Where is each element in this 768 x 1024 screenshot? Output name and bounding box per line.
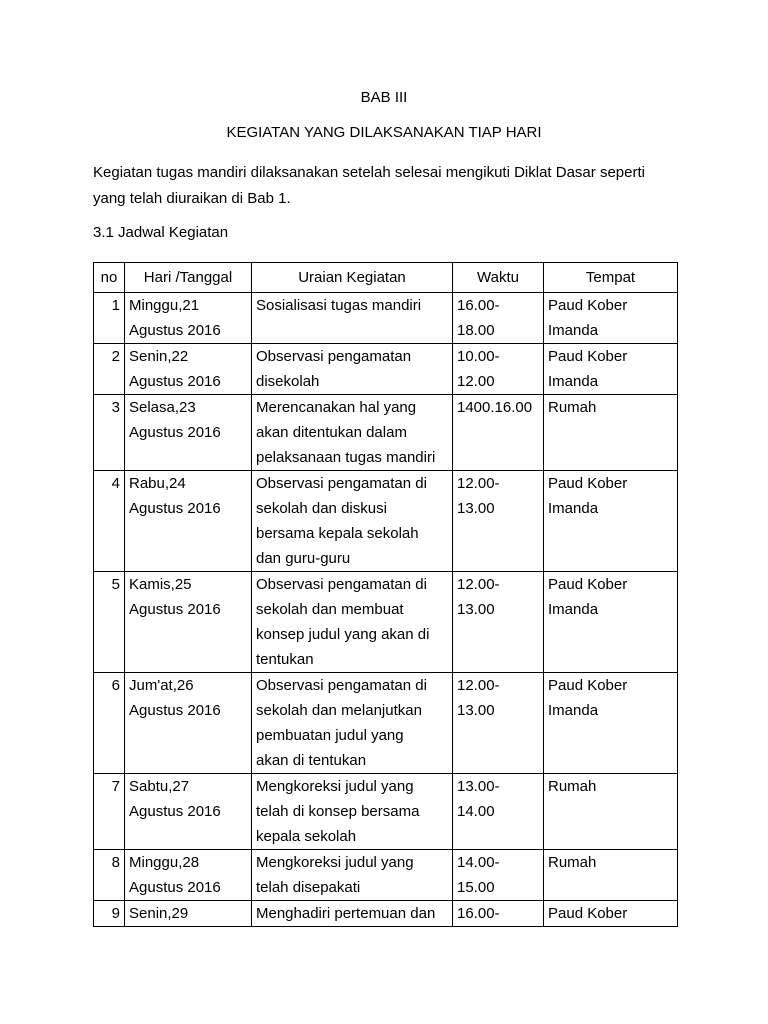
cell-date (125, 774, 252, 850)
cell-desc (252, 901, 453, 927)
cell-time (453, 850, 544, 901)
cell-line: sekolah dan diskusi (256, 500, 387, 517)
table-row (94, 293, 678, 344)
intro-line: yang telah diuraikan di Bab 1. (93, 190, 291, 207)
cell-line: 13.00 (457, 601, 495, 618)
cell-line: 13.00- (457, 778, 500, 795)
cell-line: 12.00- (457, 677, 500, 694)
table-row (94, 471, 678, 572)
cell-line: disekolah (256, 373, 320, 390)
cell-date (125, 572, 252, 673)
cell-no: 1 (94, 293, 125, 344)
table-row (94, 572, 678, 673)
cell-time (453, 395, 544, 471)
cell-line: Imanda (548, 601, 599, 618)
cell-desc (252, 774, 453, 850)
cell-place (544, 774, 678, 850)
cell-place (544, 572, 678, 673)
cell-line: Senin,29 (129, 905, 189, 922)
cell-line: Sabtu,27 (129, 778, 190, 795)
cell-line: Observasi pengamatan di (256, 677, 427, 694)
cell-line: Imanda (548, 322, 599, 339)
cell-time (453, 572, 544, 673)
cell-date (125, 673, 252, 774)
cell-line: Observasi pengamatan di (256, 576, 427, 593)
cell-line: Observasi pengamatan (256, 348, 412, 365)
cell-line: Agustus 2016 (129, 702, 221, 719)
cell-line: Agustus 2016 (129, 322, 221, 339)
header-place: Tempat (544, 263, 678, 293)
section-heading: 3.1 Jadwal Kegiatan (93, 224, 229, 241)
table-row (94, 395, 678, 471)
cell-line: telah disepakati (256, 879, 361, 896)
cell-line: Jum'at,26 (129, 677, 194, 694)
chapter-title: KEGIATAN YANG DILAKSANAKAN TIAP HARI (226, 124, 542, 141)
schedule-table (93, 262, 678, 927)
cell-no: 2 (94, 344, 125, 395)
cell-no: 7 (94, 774, 125, 850)
cell-line: dan guru-guru (256, 550, 351, 567)
cell-line: 12.00 (457, 373, 495, 390)
cell-line: Paud Kober (548, 677, 628, 694)
cell-line: Agustus 2016 (129, 803, 221, 820)
cell-line: Rumah (548, 778, 597, 795)
cell-place (544, 344, 678, 395)
cell-no: 8 (94, 850, 125, 901)
cell-time (453, 344, 544, 395)
cell-line: 14.00- (457, 854, 500, 871)
cell-desc (252, 572, 453, 673)
cell-line: konsep judul yang akan di (256, 626, 430, 643)
cell-no: 3 (94, 395, 125, 471)
cell-line: Minggu,21 (129, 297, 200, 314)
cell-line: Agustus 2016 (129, 424, 221, 441)
cell-line: Sosialisasi tugas mandiri (256, 297, 422, 314)
cell-line: 1400.16.00 (457, 399, 533, 416)
intro-paragraph (93, 160, 693, 212)
table-row (94, 901, 678, 927)
header-date: Hari /Tanggal (125, 263, 252, 293)
cell-line: tentukan (256, 651, 314, 668)
header-no: no (94, 263, 125, 293)
cell-line: 12.00- (457, 576, 500, 593)
cell-line: Minggu,28 (129, 854, 200, 871)
cell-place (544, 471, 678, 572)
cell-time (453, 471, 544, 572)
cell-line: Mengkoreksi judul yang (256, 778, 414, 795)
cell-desc (252, 471, 453, 572)
cell-desc (252, 395, 453, 471)
cell-place (544, 293, 678, 344)
cell-line: Paud Kober (548, 905, 628, 922)
cell-line: Selasa,23 (129, 399, 196, 416)
cell-place (544, 901, 678, 927)
cell-line: 13.00 (457, 702, 495, 719)
cell-line: pelaksanaan tugas mandiri (256, 449, 436, 466)
cell-line: Agustus 2016 (129, 373, 221, 390)
cell-date (125, 471, 252, 572)
cell-line: Imanda (548, 702, 599, 719)
cell-date (125, 395, 252, 471)
cell-line: Menghadiri pertemuan dan (256, 905, 436, 922)
cell-place (544, 673, 678, 774)
cell-line: akan di tentukan (256, 752, 367, 769)
cell-line: 16.00- (457, 297, 500, 314)
cell-line: 12.00- (457, 475, 500, 492)
cell-line: 16.00- (457, 905, 500, 922)
cell-date (125, 850, 252, 901)
cell-line: 13.00 (457, 500, 495, 517)
cell-line: Imanda (548, 373, 599, 390)
cell-line: Mengkoreksi judul yang (256, 854, 414, 871)
cell-line: 10.00- (457, 348, 500, 365)
cell-line: Kamis,25 (129, 576, 192, 593)
cell-line: Senin,22 (129, 348, 189, 365)
cell-date (125, 901, 252, 927)
table-row (94, 344, 678, 395)
cell-line: telah di konsep bersama (256, 803, 420, 820)
cell-time (453, 774, 544, 850)
cell-time (453, 673, 544, 774)
table-row (94, 850, 678, 901)
cell-line: Rabu,24 (129, 475, 186, 492)
cell-line: Observasi pengamatan di (256, 475, 427, 492)
cell-no: 4 (94, 471, 125, 572)
header-activity: Uraian Kegiatan (252, 263, 453, 293)
cell-place (544, 850, 678, 901)
cell-line: Paud Kober (548, 576, 628, 593)
cell-line: 18.00 (457, 322, 495, 339)
cell-date (125, 293, 252, 344)
cell-line: Agustus 2016 (129, 879, 221, 896)
cell-line: 14.00 (457, 803, 495, 820)
cell-desc (252, 673, 453, 774)
table-row (94, 774, 678, 850)
cell-line: bersama kepala sekolah (256, 525, 419, 542)
cell-line: kepala sekolah (256, 828, 357, 845)
cell-line: Agustus 2016 (129, 500, 221, 517)
cell-time (453, 293, 544, 344)
cell-no: 6 (94, 673, 125, 774)
header-time: Waktu (453, 263, 544, 293)
cell-line: sekolah dan membuat (256, 601, 404, 618)
cell-desc (252, 344, 453, 395)
cell-line: Paud Kober (548, 475, 628, 492)
cell-line: 15.00 (457, 879, 495, 896)
cell-line: Rumah (548, 399, 597, 416)
table-row (94, 673, 678, 774)
cell-no: 9 (94, 901, 125, 927)
cell-time (453, 901, 544, 927)
cell-no: 5 (94, 572, 125, 673)
cell-place (544, 395, 678, 471)
cell-line: Paud Kober (548, 348, 628, 365)
cell-line: sekolah dan melanjutkan (256, 702, 422, 719)
cell-desc (252, 850, 453, 901)
cell-desc (252, 293, 453, 344)
table-header-row (94, 263, 678, 293)
cell-line: Agustus 2016 (129, 601, 221, 618)
cell-line: pembuatan judul yang (256, 727, 404, 744)
chapter-heading: BAB III (360, 89, 408, 106)
cell-date (125, 344, 252, 395)
cell-line: akan ditentukan dalam (256, 424, 407, 441)
cell-line: Imanda (548, 500, 599, 517)
cell-line: Paud Kober (548, 297, 628, 314)
cell-line: Merencanakan hal yang (256, 399, 417, 416)
intro-line: Kegiatan tugas mandiri dilaksanakan setelah selesai mengikuti Diklat Dasar seperti (93, 164, 645, 181)
cell-line: Rumah (548, 854, 597, 871)
